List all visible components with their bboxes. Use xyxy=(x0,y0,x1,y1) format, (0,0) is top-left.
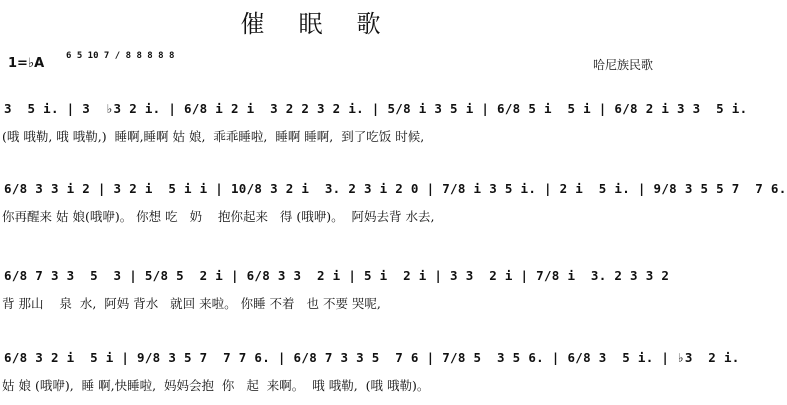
score-line-2 xyxy=(0,176,787,236)
song-title: 催眠歌 xyxy=(240,10,415,38)
lyrics: 姑 娘 (哦咿), 睡 啊,快睡啦, 妈妈会抱 你 起 来啊。 哦 哦勒, (哦 哦勒)。 xyxy=(2,378,430,393)
lyrics: 背 那山 泉 水, 阿妈 背水 就回 来啦。 你睡 不着 也 不要 哭呢, xyxy=(2,296,381,311)
notation: 6/8 7 3 3 5 3 | 5/8 5 2 i | 6/8 3 3 2 i | 5 i 2 i | 3 3 2 i | 7/8 i 3. 2 3 3 2 xyxy=(4,268,670,283)
key-signature: 1=♭A xyxy=(8,56,45,71)
song-origin: 哈尼族民歌 xyxy=(592,58,653,72)
meter-signatures xyxy=(66,52,174,61)
lyrics: 你再醒来 姑 娘(哦咿)。 你想 吃 奶 抱你起来 得 (哦咿)。 阿妈去背 水去, xyxy=(2,209,435,224)
notation: 6/8 3 3 i 2 | 3 2 i 5 i i | 10/8 3 2 i 3. 2 3 i 2 0 | 7/8 i 3 5 i. | 2 i 5 i. | 9/8 3 5 5 7 7 6. xyxy=(4,181,787,196)
score-line-4 xyxy=(0,345,740,405)
notation: 3 5 i. | 3 ♭3 2 i. | 6/8 i 2 i 3 2 2 3 2 i. | 5/8 i 3 5 i | 6/8 5 i 5 i | 6/8 2 i 3 3 5 i. xyxy=(4,101,748,116)
meter-list: 6 5 10 7 / 8 8 8 8 8 xyxy=(66,51,175,61)
score-line-3 xyxy=(0,263,670,323)
notation: 6/8 3 2 i 5 i | 9/8 3 5 7 7 7 6. | 6/8 7 3 3 5 7 6 | 7/8 5 3 5 6. | 6/8 3 5 i. | ♭3 2 i. xyxy=(4,350,740,365)
score-line-1 xyxy=(0,96,748,156)
lyrics: (哦 哦勒, 哦 哦勒,) 睡啊,睡啊 姑 娘, 乖乖睡啦, 睡啊 睡啊, 到了吃饭 时候, xyxy=(2,129,425,144)
